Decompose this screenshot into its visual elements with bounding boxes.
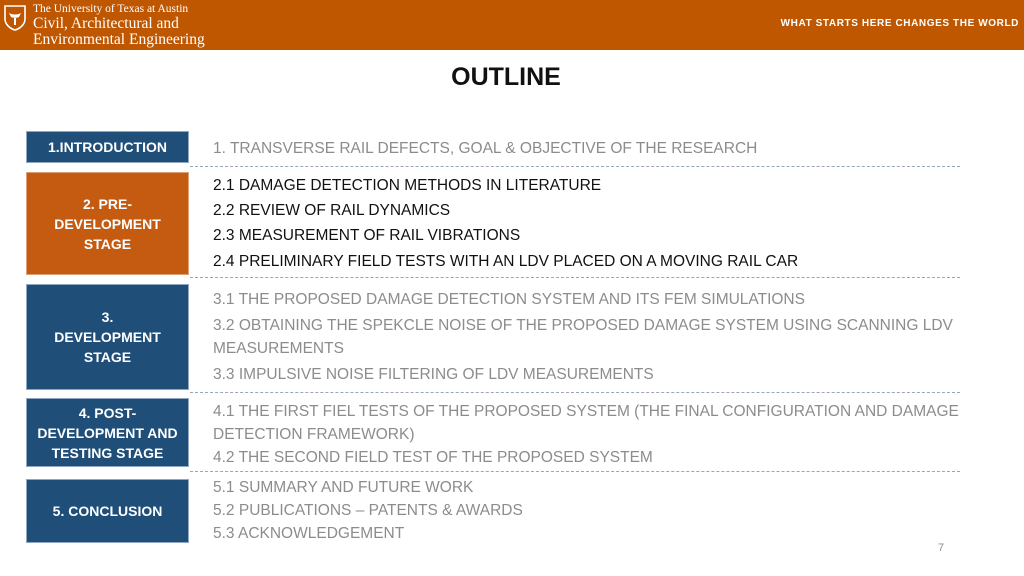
department-line-2: Environmental Engineering: [33, 31, 205, 48]
outline-item: 1. TRANSVERSE RAIL DEFECTS, GOAL & OBJECTIVE OF THE RESEARCH: [213, 140, 758, 157]
section-box-introduction: 1.INTRODUCTION: [26, 131, 189, 163]
divider: [190, 166, 960, 167]
outline-item: 3.2 OBTAINING THE SPEKCLE NOISE OF THE PROPOSED DAMAGE SYSTEM USING SCANNING LDV MEASUREMENTS: [213, 317, 953, 357]
outline-item: 4.2 THE SECOND FIELD TEST OF THE PROPOSED SYSTEM: [213, 449, 653, 466]
divider: [190, 392, 960, 393]
section-box-conclusion: 5. CONCLUSION: [26, 479, 189, 543]
department-line-1: Civil, Architectural and: [33, 15, 179, 32]
outline-item: 2.3 MEASUREMENT OF RAIL VIBRATIONS: [213, 227, 521, 244]
outline-item: 3.1 THE PROPOSED DAMAGE DETECTION SYSTEM AND ITS FEM SIMULATIONS: [213, 291, 805, 308]
outline-item: 2.4 PRELIMINARY FIELD TESTS WITH AN LDV PLACED ON A MOVING RAIL CAR: [213, 253, 799, 270]
outline-item: 3.3 IMPULSIVE NOISE FILTERING OF LDV MEASUREMENTS: [213, 366, 654, 383]
divider: [190, 471, 960, 472]
outline-item: 5.2 PUBLICATIONS – PATENTS & AWARDS: [213, 502, 523, 519]
university-name: The University of Texas at Austin: [33, 3, 189, 15]
outline-item: 2.2 REVIEW OF RAIL DYNAMICS: [213, 202, 451, 219]
outline-item: 5.3 ACKNOWLEDGEMENT: [213, 525, 405, 542]
page-number: 7: [938, 542, 945, 554]
ut-seal-icon: [4, 5, 26, 31]
section-box-post-development: 4. POST-DEVELOPMENT AND TESTING STAGE: [26, 398, 189, 467]
outline-item: 2.1 DAMAGE DETECTION METHODS IN LITERATURE: [213, 177, 602, 194]
section-box-development: 3. DEVELOPMENT STAGE: [26, 284, 189, 390]
tagline: WHAT STARTS HERE CHANGES THE WORLD: [780, 18, 1019, 29]
header-bar: [0, 0, 1024, 50]
section-box-pre-development: 2. PRE-DEVELOPMENT STAGE: [26, 172, 189, 275]
outline-item: 4.1 THE FIRST FIEL TESTS OF THE PROPOSED SYSTEM (THE FINAL CONFIGURATION AND DAMAGE DETECTION FRAMEWORK): [213, 403, 959, 443]
page-title: OUTLINE: [451, 63, 561, 91]
divider: [190, 277, 960, 278]
outline-item: 5.1 SUMMARY AND FUTURE WORK: [213, 479, 474, 496]
